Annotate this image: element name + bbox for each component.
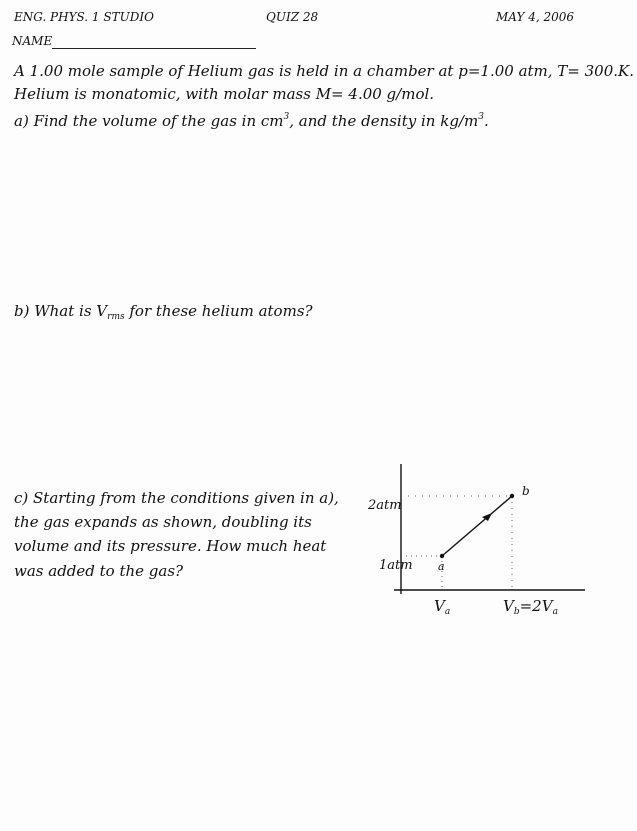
part-a-text: a) Find the volume of the gas in cm <box>14 112 284 130</box>
part-c-line-2: the gas expands as shown, doubling its <box>14 513 312 531</box>
process-line <box>442 496 512 556</box>
pv-diagram <box>370 460 610 630</box>
pv-diagram-svg <box>370 460 610 630</box>
x-tick-va-sub: a <box>444 607 451 617</box>
x-tick-vb-rest-sub: a <box>552 607 558 617</box>
part-a-question <box>14 112 489 130</box>
x-tick-vb-main: V <box>503 597 514 615</box>
part-c-line-1: c) Starting from the conditions given in a), <box>14 489 339 507</box>
part-b-question <box>14 302 313 322</box>
name-field-line <box>52 48 256 49</box>
x-tick-va-main: V <box>434 597 445 615</box>
part-c-line-4: was added to the gas? <box>14 562 184 580</box>
x-tick-va <box>434 597 450 617</box>
part-a-text-mid: , and the density in kg/m <box>289 112 479 130</box>
intro-line-1: A 1.00 mole sample of Helium gas is held in a chamber at p=1.00 atm, T= 300.K. <box>14 62 635 80</box>
point-a-label: a <box>438 560 445 573</box>
quiz-title: QUIZ 28 <box>266 10 319 24</box>
part-b-text: b) What is V <box>14 302 108 320</box>
state-a-point <box>440 554 444 558</box>
part-a-exponent-1: 3 <box>283 112 290 122</box>
part-c-line-3: volume and its pressure. How much heat <box>14 537 327 555</box>
state-b-point <box>510 494 514 498</box>
part-b-subscript: rms <box>107 312 125 322</box>
name-label: NAME <box>12 34 53 48</box>
x-tick-vb-rest: =2V <box>519 597 553 615</box>
intro-line-2: Helium is monatomic, with molar mass M= 4.00 g/mol. <box>14 85 435 103</box>
x-tick-vb-sub: b <box>513 607 520 617</box>
course-title: ENG. PHYS. 1 STUDIO <box>14 10 154 24</box>
point-b-label: b <box>522 484 530 498</box>
part-a-text-end: . <box>483 112 489 130</box>
x-tick-vb <box>503 597 558 617</box>
y-tick-1atm: 1atm <box>379 558 413 573</box>
part-a-exponent-2: 3 <box>478 112 484 122</box>
part-b-text-end: for these helium atoms? <box>124 302 313 320</box>
quiz-date: MAY 4, 2006 <box>496 10 575 24</box>
y-tick-2atm: 2atm <box>368 498 402 513</box>
